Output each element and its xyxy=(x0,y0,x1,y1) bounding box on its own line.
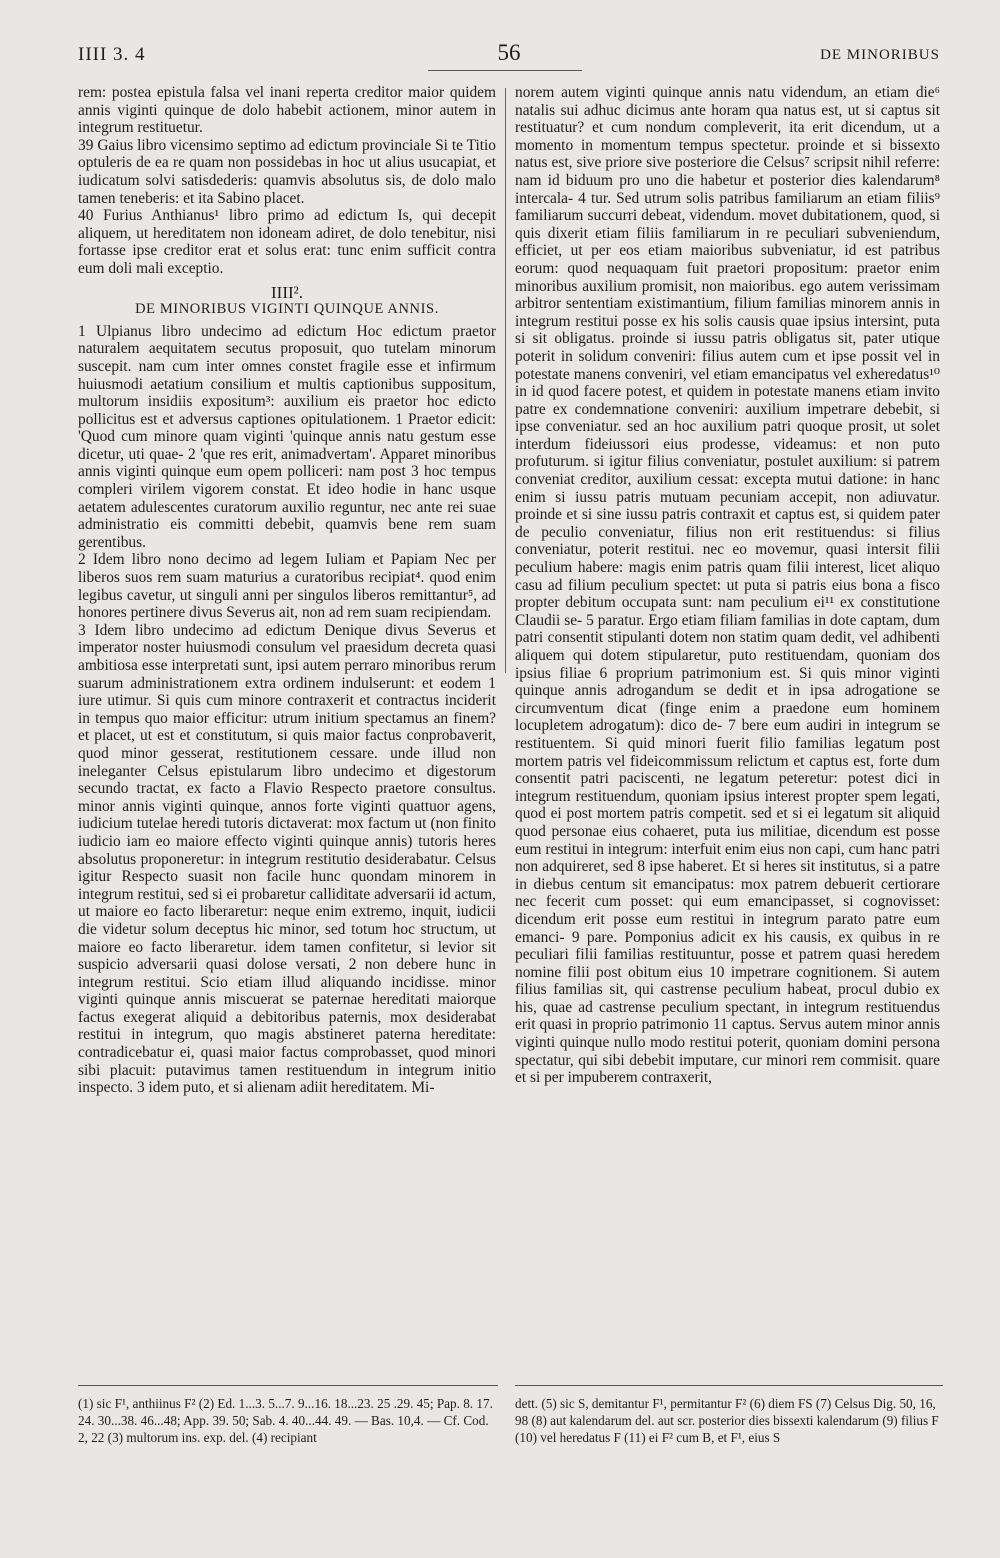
footnote-rule-left xyxy=(78,1385,498,1386)
page-header xyxy=(78,40,940,74)
header-rule xyxy=(428,70,582,71)
section-number: IIII². xyxy=(271,282,303,302)
footnotes-right: dett. (5) sic S, demitantur F¹, permitantur F² (6) diem FS (7) Celsus Dig. 50, 16, 98 (8) aut kalendarum del. aut scr. posterior dies bissexti kalendarum (9) filius F (10) vel heredatus F (11) ei F² cum B, et F¹, eius S xyxy=(515,1396,939,1445)
paragraph: rem: postea epistula falsa vel inani reperta creditor maior quidem annis viginti quinque de dolo habebit actionem, minor autem in integrum restituetur. xyxy=(78,84,496,137)
paragraph: 1 Ulpianus libro undecimo ad edictum Hoc edictum praetor naturalem aequitatem secutus proposuit, quo tutelam minorum suscepit. nam cum inter omnes constet fragile esse et infirmum huiusmodi aetatium consilium et multis captionibus suppositum, multorum insidiis expositum³: auxilium eis praetor hoc edicto pollicitus est et adversus captiones opitulationem. 1 Praetor edicit: 'Quod cum minore quam viginti 'quinque annis natu gestum esse dicetur, uti quae- 2 'que res erit, animadvertam'. Apparet minoribus annis viginti quinque eum opem polliceri: nam post 3 hoc tempus compleri virilem vigorem constat. Et ideo hodie in hanc usque aetatem adulescentes curatorum auxilio reguntur, nec ante rei suae administratio eis committi debebit, quamvis bene rem suam gerentibus. xyxy=(78,322,496,551)
paragraph: 3 Idem libro undecimo ad edictum Denique divus Severus et imperator noster huiusmodi consulum vel praesidum decreta quasi ambitiosa esse interpretati sunt, ipsi autem perraro minoribus rerum suarum administrationem extra ordinem indulserunt: et eodem 1 iure utimur. Si quis cum minore contraxerit et contractus inciderit in tempus quo maior efficitur: utrum initium spectamus an finem? et placet, ut est et constitutum, si quis maior factus conprobaverit, quod minor gesserat, restitutionem cessare. unde illud non ineleganter Celsus epistularum libro undecimo et digestorum secundo tractat, ex facto a Flavio Respecto praetore consultus. minor annis viginti quinque, annos forte viginti quattuor agens, iudicium tutelae heredi tutoris dictaverat: mox factum ut (non finito iudicio iam eo maiore effecto viginti quinque annis) tutoris heres absolutus proponeretur: in integrum restitutio desiderabatur. Celsus igitur Respecto suasit non facile hunc quondam minorem in integrum restitui, sed si ei probaretur calliditate adversarii id actum, ut maiore eo facto liberaretur: neque enim extremo, inquit, iudicii die videtur solum deceptus hic minor, sed totum hoc structum, ut maiore eo facto liberaretur. idem tamen confitetur, si levior sit suspicio adversarii quasi dolose versati, 2 non debere hunc in integrum restitui. Scio etiam illud aliquando incidisse. minor viginti quinque annis miscuerat se paternae hereditati maiorque factus exegerat aliquid a debitoribus paternis, mox desiderabat restitui in integrum, quo magis abstineret paterna hereditate: contradicebatur ei, quasi maior factus comprobasset, quod minori sibi placuit: putavimus tamen restituendum in integrum initio inspecto. 3 idem puto, et si alienam adiit hereditatem. Mi- xyxy=(78,621,496,1097)
paragraph: 39 Gaius libro vicensimo septimo ad edictum provinciale Si te Titio optuleris de ea re quam non possidebas in hoc ut alius usucapiat, et iudicatum solvi satisdederis: quamvis absolutus sis, de dolo malo tamen teneberis: et ita Sabino placet. xyxy=(78,136,496,207)
column-divider xyxy=(505,88,506,673)
footnote-rule-right xyxy=(515,1385,943,1386)
paragraph: norem autem viginti quinque annis natu videndum, an etiam die⁶ natalis sui adhuc dicimus ante horam qua natus est, ut si captus sit restituatur? et cum nondum compleverit, ita erit dicendum, ut a momento in momentum tempus spectetur. proinde et si bissexto natus est, sive priore sive posteriore die Celsus⁷ scripsit nihil referre: nam id biduum pro uno die habetur et posterior dies kalendarum⁸ intercala- 4 tur. Sed utrum solis patribus familiarum an etiam filiis⁹ familiarum succurri debeat, videndum. movet dubitationem, quod, si quis dixerit etiam filiis familiarum in re peculiari subveniendum, efficiet, ut per eos etiam maioribus subveniatur, id est patribus eorum: quod nequaquam fuit praetori propositum: praetor enim minoribus auxilium promisit, non maioribus. ego autem verissimam arbitror sententiam existimantium, filium familias minorem annis in integrum restitui posse ex his solis causis quae ipsius intersint, puta si sit obligatus. proinde si iussu patris obligatus sit, pater utique poterit in solidum conveniri: filius autem cum et ipse possit vel in potestate manens conveniri, vel etiam emancipatus vel exheredatus¹⁰ in id quod facere potest, et quidem in potestate manens etiam invito patre ex condemnatione conveniri: auxilium impetrare debebit, si ipse conveniatur. sed an hoc auxilium patri quoque prosit, ut solet interdum fideiussori eius prodesse, videamus: et non puto profuturum. si igitur filius conveniatur, postulet auxilium: si patrem conveniat creditor, auxilium cessat: excepta mutui datione: in hanc enim si iussu patris mutuam pecuniam accepit, non adiuvatur. proinde et si sine iussu patris contraxit et captus est, si quidem pater de peculio conveniatur, filius non erit restituendus: si filius conveniatur, poterit restitui. nec eo movemur, quasi intersit filii peculium habere: magis enim patris quam filii interest, licet aliquo casu ad filium peculium spectet: ut puta si patris eius bona a fisco propter debitum occupata sunt: nam peculium ei¹¹ ex constitutione Claudii se- 5 paratur. Ergo etiam filiam familias in dote captam, dum patri consentit stipulanti dotem non statim quam dedit, vel adhibenti aliquem qui dotem stipularetur, puto restituendam, quoniam dos ipsius filiae 6 proprium patrimonium est. Si quis minor viginti quinque annis adrogandum se dedit et in ipsa adrogatione se circumventum dicat (finge enim a praedone eum hominem locupletem adrogatum): dico de- 7 bere eum audiri in integrum se restituentem. Si quid minori fuerit filio familias legatum post mortem patris vel fideicommissum relictum et captus est, forte dum consentit patri paciscenti, ne legatum peteretur: potest dici in integrum restituendum, quoniam ipsius interest propter spem legati, quod ei post mortem patris competit. sed et si ei legatum sit aliquid quod personae eius cohaeret, puta ius militiae, dicendum est posse eum restitui in integrum: interfuit enim eius non capi, cum hanc patri non adquireret, sed 8 ipse haberet. Et si heres sit institutus, si a patre in diebus centum sit emancipatus: mox patrem debuerit certiorare nec fecerit cum posset: qui eum emancipasset, si cognovisset: dicendum erit posse eum restitui in integrum parato patre eum emanci- 9 pare. Pomponius adicit ex his causis, ex quibus in re peculiari filii familias restituuntur, posse et patrem quasi heredem nomine filii post obitum eius 10 impetrare cognitionem. Si autem filius familias sit, qui castrense peculium habeat, procul dubio ex his, quae ad castrense peculium spectant, in integrum restituendus erit quasi in proprio patrimonio 11 captus. Servus autem minor annis viginti quinque nullo modo restitui poterit, quoniam domini persona spectatur, qui sibi debebit imputare, cur minori rem commisit. quare et si per impuberem contraxerit, xyxy=(515,84,940,1087)
footnotes-left: (1) sic F¹, anthiinus F² (2) Ed. 1...3. 5...7. 9...16. 18...23. 25 .29. 45; Pap. 8. 17. 24. 30...38. 46...48; App. 39. 50; Sab. 4. 40...44. 49. — Bas. 10,4. — Cf. Cod. 2, 22 (3) multorum ins. exp. del. (4) recipiant xyxy=(78,1396,493,1445)
page-number: 56 xyxy=(497,40,521,65)
section-title: DE MINORIBUS VIGINTI QUINQUE ANNIS. xyxy=(135,301,439,318)
paragraph: 40 Furius Anthianus¹ libro primo ad edictum Is, qui decepit aliquem, ut hereditatem non idoneam adiret, de dolo tenebitur, nisi fortasse ipse creditor erat et solus erat: tunc enim sufficit contra eum doli mali exceptio. xyxy=(78,207,496,277)
running-title: DE MINORIBUS xyxy=(820,47,940,63)
section-heading xyxy=(78,284,496,319)
right-column xyxy=(515,84,940,1087)
left-column xyxy=(78,84,496,1097)
book-title-reference: IIII 3. 4 xyxy=(78,44,146,65)
paragraph: 2 Idem libro nono decimo ad legem Iuliam et Papiam Nec per liberos suos rem suam maturius a curatoribus recipiat⁴. quod enim legibus cavetur, ut singuli anni per singulos liberos remittantur⁵, ad honores pertinere divus Severus ait, non ad rem suam recipiendam. xyxy=(78,551,496,622)
